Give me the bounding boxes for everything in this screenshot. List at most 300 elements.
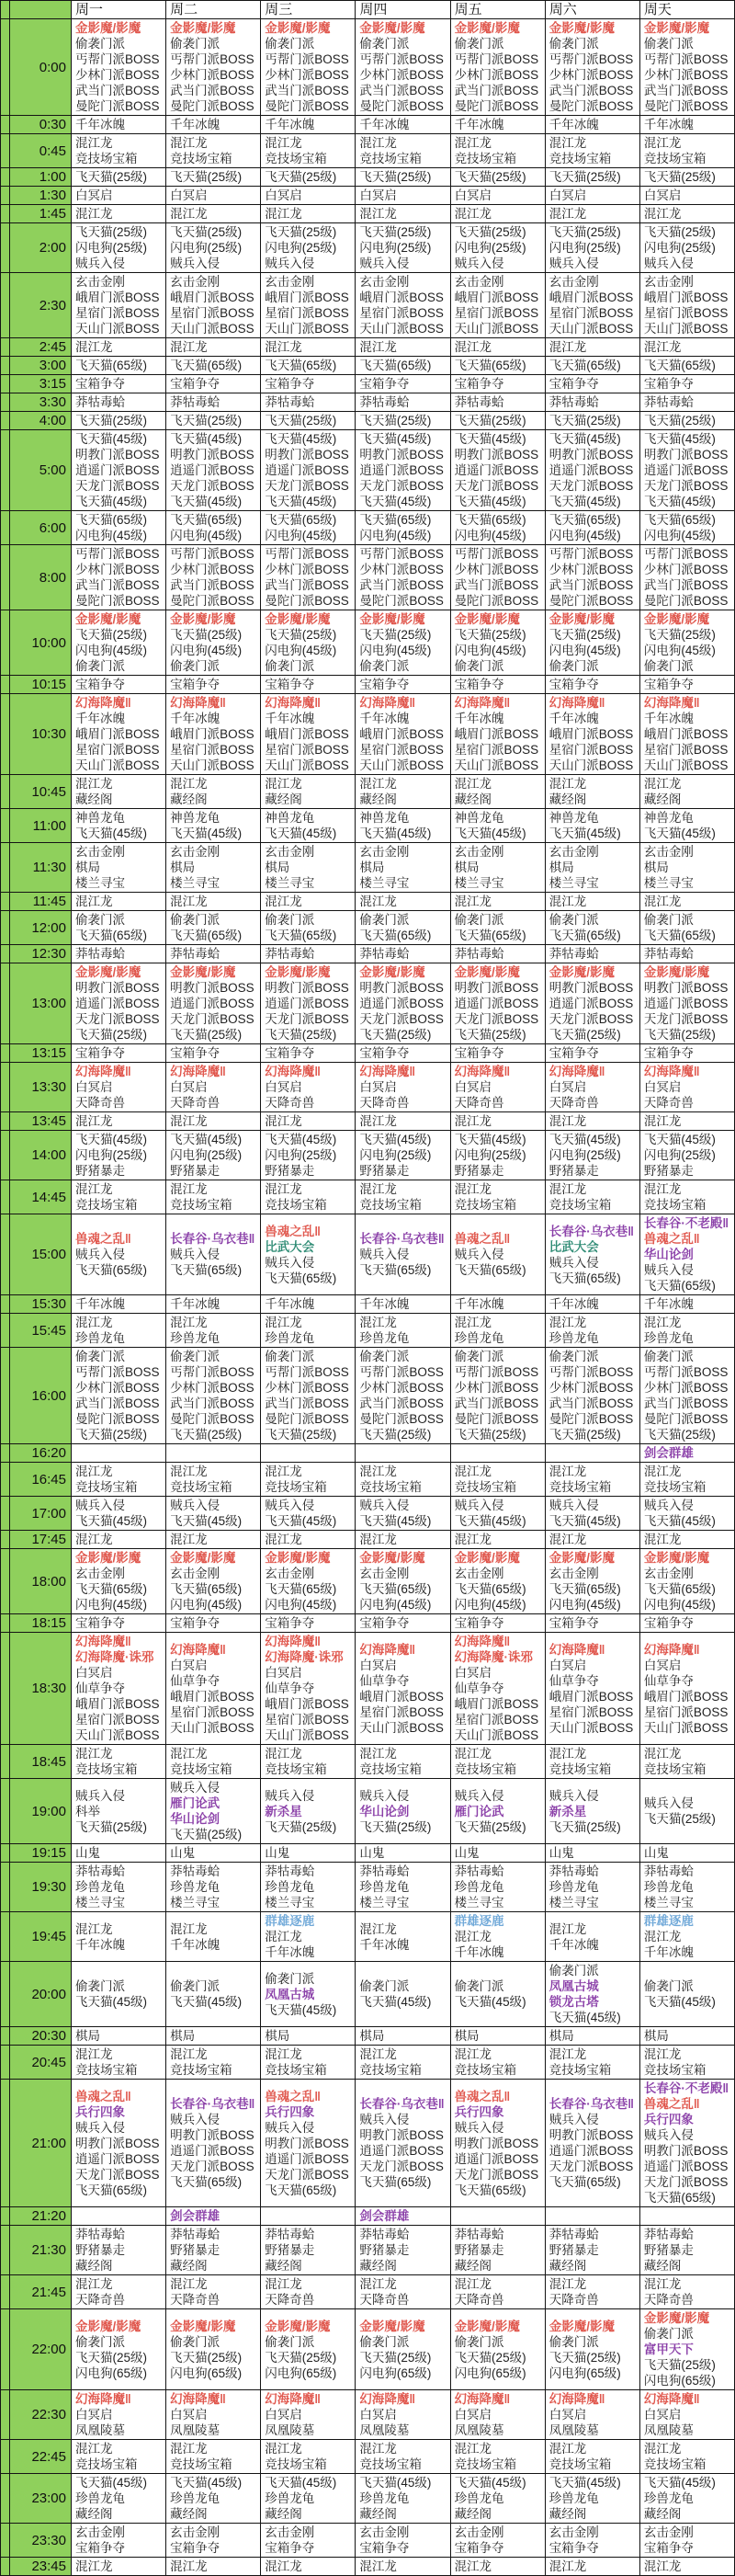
schedule-cell [166, 1295, 261, 1314]
event-label: 混江龙 [643, 1747, 682, 1761]
event-label: 混江龙 [454, 1182, 492, 1196]
schedule-cell [261, 511, 356, 545]
event-label: 珍兽龙龟 [265, 1331, 315, 1345]
schedule-cell [545, 19, 639, 116]
event-label: 丐帮门派BOSS [170, 547, 254, 561]
event-label: 玄击金刚 [359, 845, 410, 859]
event-label: 混江龙 [359, 136, 397, 150]
event-label: 莽牯毒蛤 [643, 395, 694, 409]
event-label: 金影魔/影魔 [75, 612, 141, 626]
schedule-cell [261, 1779, 356, 1844]
event-label: 天降奇兽 [643, 1096, 694, 1110]
event-label: 飞天猫(25级) [454, 170, 526, 184]
schedule-cell [261, 1633, 356, 1745]
event-label: 飞天猫(65级) [170, 1263, 243, 1277]
event-label: 宝箱争夺 [454, 1046, 504, 1060]
schedule-cell [639, 205, 734, 223]
event-label: 白冥启 [265, 188, 302, 202]
event-label: 丐帮门派BOSS [359, 547, 444, 561]
event-label: 天山门派BOSS [454, 1728, 539, 1742]
event-label: 珍兽龙龟 [75, 1880, 125, 1894]
event-label: 混江龙 [359, 207, 397, 221]
event-label: 混江龙 [454, 2559, 492, 2573]
schedule-cell [72, 1131, 166, 1180]
event-label: 竞技场宝箱 [548, 152, 612, 165]
event-label: 仙草争夺 [359, 1673, 410, 1688]
schedule-cell [639, 134, 734, 168]
schedule-cell [450, 2390, 545, 2440]
schedule-cell [261, 134, 356, 168]
schedule-cell [450, 1531, 545, 1549]
event-label: 飞天猫(45级) [170, 2476, 243, 2490]
schedule-cell [261, 1844, 356, 1863]
event-label: 明教门派BOSS [454, 981, 539, 995]
event-label: 天降奇兽 [643, 2293, 694, 2307]
event-label: 逍遥门派BOSS [454, 2151, 539, 2166]
event-label: 竞技场宝箱 [359, 152, 422, 165]
event-label: 飞天猫(45级) [643, 1133, 716, 1146]
event-label: 明教门派BOSS [170, 448, 254, 462]
time-label: 1:45 [10, 205, 72, 223]
event-label: 幻海降魔·诛邪 [75, 1650, 154, 1664]
event-label: 闪电狗(45级) [643, 1598, 716, 1612]
schedule-cell [356, 357, 450, 375]
event-label: 新杀星 [265, 1804, 302, 1818]
event-label: 混江龙 [265, 136, 302, 150]
event-label: 峨眉门派BOSS [359, 1689, 444, 1704]
event-label: 竞技场宝箱 [643, 2457, 707, 2471]
event-label: 白冥启 [265, 1666, 302, 1680]
event-label: 飞天猫(45级) [454, 1514, 526, 1528]
schedule-cell [72, 116, 166, 134]
schedule-cell [545, 1444, 639, 1463]
time-strip-cell [1, 393, 10, 412]
time-strip-cell [1, 223, 10, 273]
schedule-cell [545, 809, 639, 843]
time-label: 21:45 [10, 2275, 72, 2309]
schedule-cell [72, 1633, 166, 1745]
event-label: 珍兽龙龟 [359, 1880, 410, 1894]
event-label: 千年冰魄 [454, 118, 504, 131]
event-label: 千年冰魄 [170, 1937, 220, 1952]
event-label: 峨眉门派BOSS [643, 727, 729, 741]
schedule-cell [261, 1214, 356, 1295]
event-label: 幻海降魔‖ [548, 696, 605, 710]
event-label: 混江龙 [265, 340, 302, 354]
schedule-cell [166, 1314, 261, 1348]
event-label: 棋局 [548, 861, 574, 874]
event-label: 闪电狗(65级) [548, 2365, 621, 2380]
schedule-cell [639, 511, 734, 545]
schedule-cell [450, 1063, 545, 1112]
time-strip-cell [1, 694, 10, 775]
schedule-cell [639, 945, 734, 963]
table-row [1, 1531, 735, 1549]
time-strip-cell [1, 1314, 10, 1348]
schedule-cell [450, 412, 545, 430]
event-label: 楼兰寻宝 [359, 1896, 410, 1909]
event-label: 白冥启 [548, 1658, 587, 1672]
event-label: 宝箱争夺 [75, 377, 125, 391]
schedule-cell [72, 393, 166, 412]
event-label: 飞天猫(45级) [170, 1995, 243, 2009]
time-label: 0:00 [10, 19, 72, 116]
event-label: 偷袭门派 [454, 2334, 504, 2349]
schedule-cell [450, 1912, 545, 1962]
event-label: 星宿门派BOSS [454, 743, 539, 757]
schedule-cell [261, 2207, 356, 2226]
event-label: 曼陀门派BOSS [643, 594, 729, 608]
event-label: 混江龙 [75, 1533, 113, 1546]
event-label: 楼兰寻宝 [75, 1896, 125, 1909]
event-label: 长春谷·乌衣巷‖ [359, 1232, 445, 1246]
event-label: 千年冰魄 [548, 1937, 599, 1952]
event-label: 白冥启 [170, 1658, 208, 1672]
schedule-cell [261, 1348, 356, 1444]
time-label: 21:30 [10, 2226, 72, 2275]
event-label: 宝箱争夺 [75, 678, 125, 691]
event-label: 幻海降魔‖ [643, 696, 700, 710]
time-strip-cell [1, 610, 10, 676]
event-label: 偷袭门派 [643, 913, 694, 927]
table-row [1, 1112, 735, 1131]
event-label: 宝箱争夺 [170, 678, 220, 691]
event-label: 闪电狗(45级) [454, 529, 526, 542]
event-label: 峨眉门派BOSS [454, 1697, 539, 1711]
event-label: 玄击金刚 [548, 1567, 599, 1580]
time-label: 6:00 [10, 511, 72, 545]
schedule-cell [261, 393, 356, 412]
schedule-cell [72, 2474, 166, 2524]
event-label: 金影魔/影魔 [643, 21, 710, 35]
schedule-cell [450, 116, 545, 134]
schedule-cell [166, 205, 261, 223]
event-label: 千年冰魄 [643, 118, 694, 131]
event-label: 星宿门派BOSS [643, 1704, 729, 1719]
event-label: 混江龙 [643, 207, 682, 221]
schedule-cell [261, 694, 356, 775]
event-label: 兵行四象 [265, 2104, 315, 2119]
schedule-cell [261, 2558, 356, 2576]
event-label: 金影魔/影魔 [454, 612, 520, 626]
event-label: 混江龙 [359, 2047, 397, 2061]
event-label: 宝箱争夺 [75, 1046, 125, 1060]
event-label: 幻海降魔‖ [548, 2392, 605, 2406]
schedule-cell [72, 1444, 166, 1463]
schedule-cell [639, 545, 734, 610]
event-label: 楼兰寻宝 [454, 1896, 504, 1909]
event-label: 丐帮门派BOSS [643, 547, 729, 561]
event-label: 幻海降魔‖ [170, 1065, 226, 1078]
event-label: 偷袭门派 [75, 1350, 125, 1363]
event-label: 贼兵入侵 [548, 1788, 599, 1803]
event-label: 楼兰寻宝 [265, 876, 315, 890]
event-label: 峨眉门派BOSS [359, 727, 444, 741]
schedule-cell [545, 2207, 639, 2226]
event-label: 宝箱争夺 [548, 678, 599, 691]
event-label: 飞天猫(65级) [75, 1582, 148, 1596]
schedule-cell [72, 1348, 166, 1444]
event-label: 星宿门派BOSS [75, 1713, 160, 1727]
event-label: 宝箱争夺 [265, 1046, 315, 1060]
event-label: 玄击金刚 [643, 275, 694, 289]
table-row [1, 393, 735, 412]
event-label: 闪电狗(45级) [265, 644, 337, 657]
event-label: 飞天猫(25级) [548, 1819, 621, 1834]
event-label: 贼兵入侵 [75, 256, 125, 270]
event-label: 闪电狗(25级) [548, 241, 621, 255]
schedule-cell [450, 2080, 545, 2207]
schedule-cell [356, 2207, 450, 2226]
schedule-cell [356, 1063, 450, 1112]
event-label: 偷袭门派 [170, 37, 220, 51]
event-label: 飞天猫(25级) [170, 1028, 243, 1042]
schedule-cell [639, 2046, 734, 2080]
event-label: 闪电狗(65级) [75, 2365, 148, 2380]
table-row [1, 2524, 735, 2558]
event-label: 逍遥门派BOSS [75, 997, 160, 1010]
event-label: 千年冰魄 [643, 1945, 694, 1959]
event-label: 棋局 [359, 2029, 385, 2043]
event-label: 峨眉门派BOSS [548, 291, 634, 304]
event-label: 楼兰寻宝 [359, 876, 410, 890]
schedule-cell [356, 1531, 450, 1549]
schedule-cell [356, 2474, 450, 2524]
event-label: 幻海降魔·诛邪 [454, 1650, 534, 1664]
table-row [1, 2275, 735, 2309]
event-label: 白冥启 [643, 1658, 682, 1672]
event-label: 竞技场宝箱 [265, 1762, 327, 1776]
schedule-cell [545, 843, 639, 893]
event-label: 混江龙 [643, 1465, 682, 1478]
table-row [1, 2207, 735, 2226]
event-label: 混江龙 [548, 2277, 587, 2291]
schedule-cell [450, 911, 545, 945]
event-label: 少林门派BOSS [170, 1381, 254, 1395]
event-label: 宝箱争夺 [359, 1616, 410, 1630]
event-label: 混江龙 [548, 1747, 587, 1761]
event-label: 玄击金刚 [75, 275, 125, 289]
event-label: 千年冰魄 [75, 1297, 125, 1311]
event-label: 棋局 [265, 2029, 290, 2043]
event-label: 飞天猫(25级) [265, 1819, 337, 1834]
event-label: 偷袭门派 [170, 1350, 220, 1363]
event-label: 珍兽龙龟 [75, 1331, 125, 1345]
time-strip-cell [1, 134, 10, 168]
event-label: 飞天猫(65级) [265, 1271, 337, 1285]
schedule-cell [261, 187, 356, 205]
event-label: 宝箱争夺 [265, 678, 315, 691]
event-label: 金影魔/影魔 [359, 612, 425, 626]
event-label: 玄击金刚 [75, 1567, 125, 1580]
schedule-cell [72, 1180, 166, 1214]
event-label: 金影魔/影魔 [265, 2319, 331, 2333]
table-row [1, 273, 735, 338]
event-label: 棋局 [643, 2029, 669, 2043]
event-label: 千年冰魄 [454, 1945, 504, 1959]
event-label: 天龙门派BOSS [170, 1012, 254, 1026]
schedule-cell [72, 1531, 166, 1549]
event-label: 飞天猫(65级) [75, 2183, 148, 2197]
schedule-cell [72, 1844, 166, 1863]
table-row [1, 430, 735, 511]
schedule-cell [639, 2226, 734, 2275]
schedule-cell [166, 2440, 261, 2474]
event-label: 贼兵入侵 [643, 1263, 694, 1277]
event-label: 千年冰魄 [265, 1945, 315, 1959]
schedule-cell [450, 2207, 545, 2226]
event-label: 竞技场宝箱 [170, 152, 232, 165]
event-label: 野猪暴走 [454, 2243, 504, 2257]
schedule-cell [261, 19, 356, 116]
schedule-cell [166, 1531, 261, 1549]
schedule-cell [450, 430, 545, 511]
event-label: 飞天猫(65级) [265, 1582, 337, 1596]
event-label: 飞天猫(65级) [643, 929, 716, 942]
event-label: 白冥启 [454, 2408, 492, 2422]
event-label: 偷袭门派 [454, 659, 504, 673]
event-label: 飞天猫(45级) [454, 1995, 526, 2009]
event-label: 金影魔/影魔 [643, 1551, 710, 1565]
event-label: 少林门派BOSS [643, 68, 729, 82]
event-label: 天山门派BOSS [454, 758, 539, 772]
schedule-cell [261, 1497, 356, 1531]
event-label: 飞天猫(65级) [170, 2175, 243, 2189]
schedule-cell [639, 1131, 734, 1180]
event-label: 偷袭门派 [548, 2334, 599, 2349]
event-label: 贼兵入侵 [75, 1248, 125, 1261]
event-label: 天龙门派BOSS [548, 1012, 634, 1026]
event-label: 华山论剑 [359, 1804, 410, 1818]
event-label: 飞天猫(25级) [170, 414, 243, 427]
event-label: 兽魂之乱‖ [643, 1232, 700, 1246]
event-label: 金影魔/影魔 [75, 2319, 141, 2333]
event-label: 峨眉门派BOSS [170, 727, 254, 741]
schedule-cell [545, 430, 639, 511]
event-label: 宝箱争夺 [454, 2541, 504, 2555]
schedule-cell [72, 1063, 166, 1112]
time-strip-cell [1, 375, 10, 393]
event-label: 丐帮门派BOSS [454, 547, 539, 561]
event-label: 幻海降魔·诛邪 [265, 1650, 344, 1664]
schedule-cell [450, 357, 545, 375]
event-label: 飞天猫(65级) [643, 2191, 716, 2205]
event-label: 贼兵入侵 [643, 2128, 694, 2142]
event-label: 贼兵入侵 [359, 256, 410, 270]
schedule-cell [261, 273, 356, 338]
schedule-cell [639, 1063, 734, 1112]
event-label: 玄击金刚 [359, 1567, 410, 1580]
schedule-cell [450, 223, 545, 273]
event-label: 丐帮门派BOSS [265, 1365, 349, 1379]
event-label: 千年冰魄 [170, 712, 220, 725]
schedule-cell [72, 676, 166, 694]
time-strip-cell [1, 1214, 10, 1295]
schedule-cell [356, 2309, 450, 2390]
schedule-cell [356, 1463, 450, 1497]
table-row [1, 676, 735, 694]
event-label: 千年冰魄 [359, 1937, 410, 1952]
event-label: 峨眉门派BOSS [265, 291, 349, 304]
event-label: 混江龙 [548, 136, 587, 150]
schedule-cell [545, 775, 639, 809]
event-label: 天山门派BOSS [643, 758, 729, 772]
event-label: 竞技场宝箱 [454, 2457, 517, 2471]
event-label: 宝箱争夺 [170, 2541, 220, 2555]
schedule-cell [166, 1779, 261, 1844]
event-label: 玄击金刚 [265, 2525, 315, 2539]
schedule-cell [166, 809, 261, 843]
event-label: 飞天猫(45级) [454, 826, 526, 840]
schedule-cell [450, 1633, 545, 1745]
schedule-cell [450, 1180, 545, 1214]
event-label: 贼兵入侵 [359, 1499, 410, 1512]
event-label: 星宿门派BOSS [265, 743, 349, 757]
event-label: 飞天猫(45级) [548, 1514, 621, 1528]
event-label: 珍兽龙龟 [548, 1880, 599, 1894]
event-label: 贼兵入侵 [643, 1499, 694, 1512]
table-row [1, 945, 735, 963]
event-label: 宝箱争夺 [75, 2541, 125, 2555]
schedule-cell [261, 1063, 356, 1112]
event-label: 闪电狗(45级) [359, 529, 432, 542]
schedule-cell [166, 430, 261, 511]
event-label: 少林门派BOSS [265, 563, 349, 576]
event-label: 竞技场宝箱 [265, 2063, 327, 2077]
schedule-cell [72, 1745, 166, 1779]
schedule-cell [639, 1214, 734, 1295]
schedule-cell [166, 843, 261, 893]
event-label: 闪电狗(45级) [170, 644, 243, 657]
event-label: 飞天猫(25级) [548, 170, 621, 184]
event-label: 飞天猫(25级) [454, 1028, 526, 1042]
event-label: 华山论剑 [170, 1812, 220, 1826]
schedule-cell [72, 1314, 166, 1348]
time-strip-cell [1, 1063, 10, 1112]
time-label: 19:45 [10, 1912, 72, 1962]
time-label: 3:15 [10, 375, 72, 393]
event-label: 千年冰魄 [265, 712, 315, 725]
event-label: 白冥启 [643, 188, 682, 202]
time-strip-cell [1, 2309, 10, 2390]
event-label: 竞技场宝箱 [548, 1480, 612, 1494]
event-label: 宝箱争夺 [548, 1046, 599, 1060]
event-label: 明教门派BOSS [359, 448, 444, 462]
event-label: 混江龙 [548, 2047, 587, 2061]
schedule-cell [261, 2390, 356, 2440]
schedule-cell [639, 775, 734, 809]
schedule-cell [450, 1497, 545, 1531]
schedule-cell [166, 273, 261, 338]
event-label: 千年冰魄 [643, 1297, 694, 1311]
corner-strip-cell [1, 1, 10, 19]
event-label: 明教门派BOSS [548, 981, 634, 995]
schedule-cell [166, 2027, 261, 2046]
event-label: 幻海降魔‖ [643, 1642, 700, 1657]
schedule-cell [72, 2080, 166, 2207]
time-label: 4:00 [10, 412, 72, 430]
event-label: 丐帮门派BOSS [265, 52, 349, 66]
event-label: 竞技场宝箱 [454, 152, 517, 165]
event-label: 莽牯毒蛤 [454, 2228, 504, 2241]
table-row [1, 1497, 735, 1531]
event-label: 幻海降魔‖ [359, 1642, 416, 1657]
schedule-cell [166, 168, 261, 187]
event-label: 峨眉门派BOSS [170, 291, 254, 304]
event-label: 天山门派BOSS [170, 1720, 254, 1735]
event-label: 混江龙 [265, 2559, 302, 2573]
event-label: 藏经阁 [359, 2507, 397, 2521]
